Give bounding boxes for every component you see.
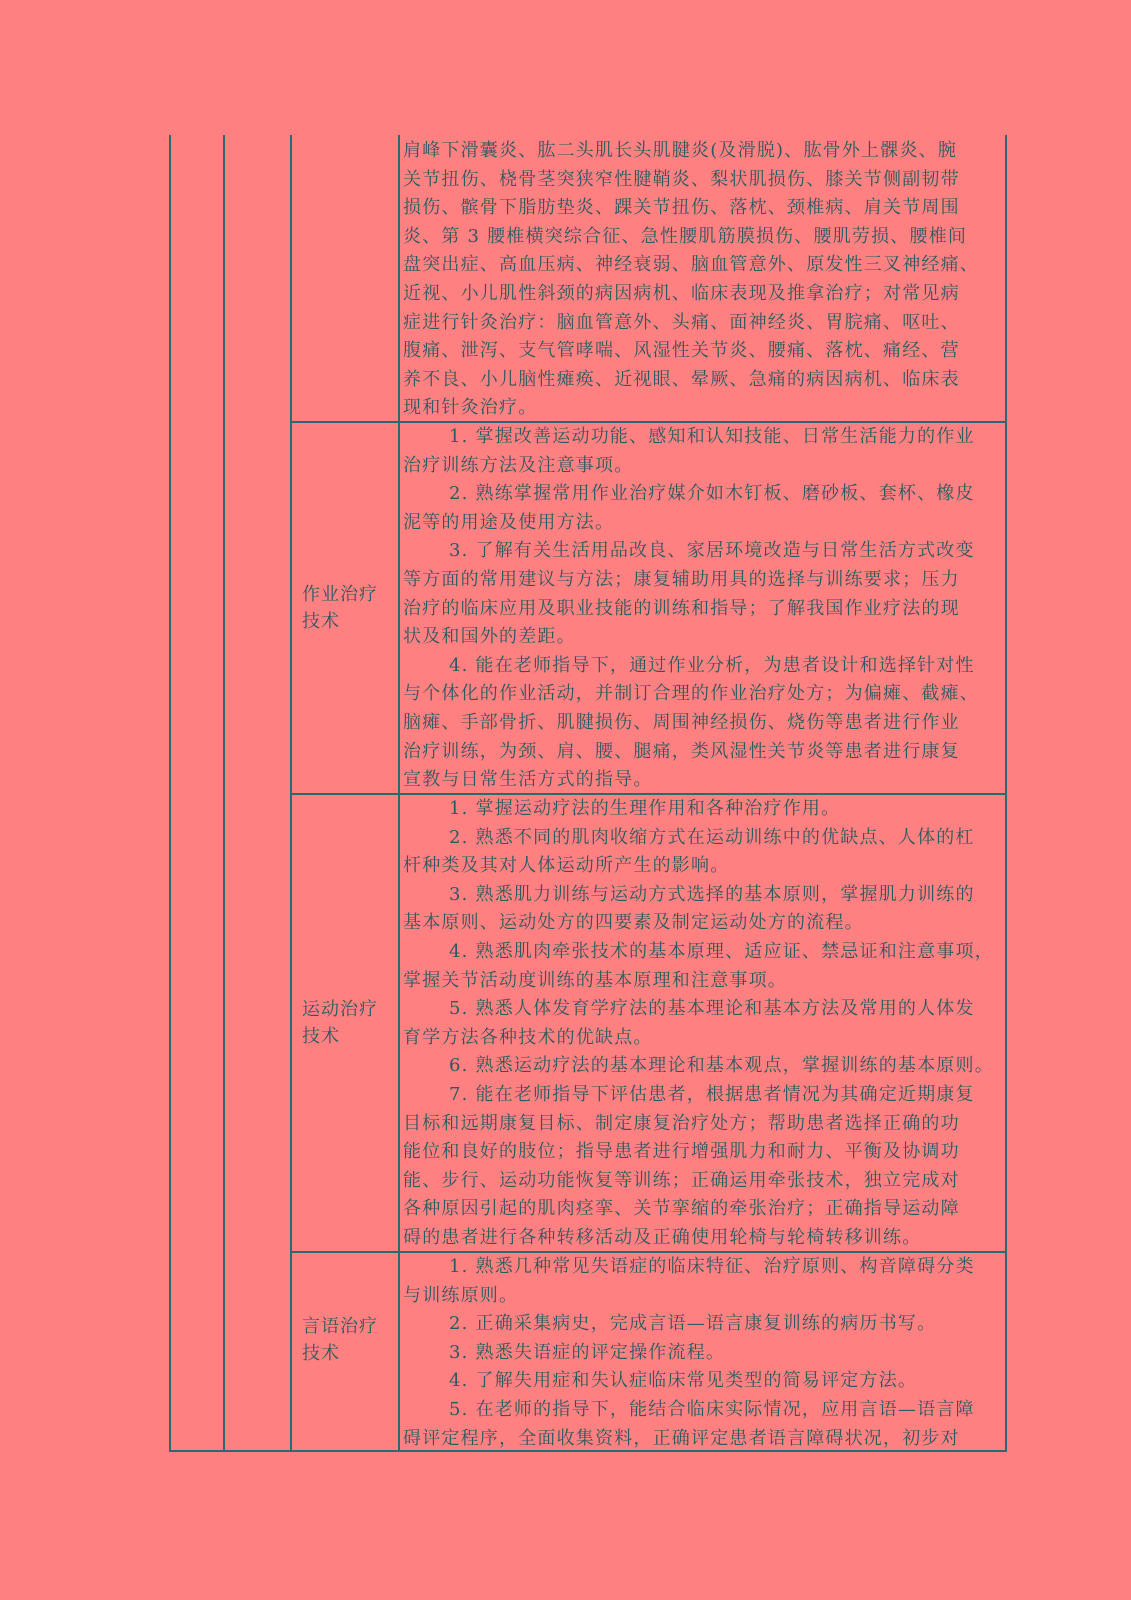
curriculum-table xyxy=(169,135,1007,1452)
text-line: 治疗训练方法及注意事项。 xyxy=(403,454,634,476)
text-line: 3. 熟悉失语症的评定操作流程。 xyxy=(449,1341,726,1363)
text-line: 近视、小儿肌性斜颈的病因病机、临床表现及推拿治疗；对常见病 xyxy=(403,282,960,304)
text-line: 4. 了解失用症和失认症临床常见类型的简易评定方法。 xyxy=(449,1370,918,1392)
row-title-text xyxy=(292,996,378,1050)
table-row-content xyxy=(403,137,1001,421)
text-line: 炎、第 3 腰椎横突综合征、急性腰肌筋膜损伤、腰肌劳损、腰椎间 xyxy=(403,225,968,247)
text-line: 2. 熟悉不同的肌肉收缩方式在运动训练中的优缺点、人体的杠 xyxy=(449,826,975,848)
text-line: 2. 熟练掌握常用作业治疗媒介如木钉板、磨砂板、套杯、橡皮 xyxy=(449,483,975,505)
text-line: 杆种类及其对人体运动所产生的影响。 xyxy=(403,855,730,877)
text-line: 能位和良好的肢位；指导患者进行增强肌力和耐力、平衡及协调功 xyxy=(403,1141,960,1163)
column-divider-1 xyxy=(223,135,225,1452)
text-line: 3. 了解有关生活用品改良、家居环境改造与日常生活方式改变 xyxy=(449,540,975,562)
text-line: 腹痛、泄泻、支气管哮喘、风湿性关节炎、腰痛、落枕、痛经、营 xyxy=(403,340,960,362)
text-line: 1. 熟悉几种常见失语症的临床特征、治疗原则、构音障碍分类 xyxy=(449,1256,975,1277)
table-border-left xyxy=(169,135,171,1452)
text-line: 能、步行、运动功能恢复等训练；正确运用牵张技术，独立完成对 xyxy=(403,1169,960,1191)
text-line: 关节扭伤、桡骨茎突狭窄性腱鞘炎、梨状肌损伤、膝关节侧副韧带 xyxy=(403,168,960,190)
text-line: 5. 熟悉人体发育学疗法的基本理论和基本方法及常用的人体发 xyxy=(449,998,975,1020)
row-title-line: 言语治疗 xyxy=(302,1316,378,1337)
row-title-line: 技术 xyxy=(302,611,340,632)
text-line: 5. 在老师的指导下，能结合临床实际情况，应用言语—语言障 xyxy=(449,1398,975,1420)
row-title-line: 技术 xyxy=(302,1343,340,1364)
text-line: 等方面的常用建议与方法；康复辅助用具的选择与训练要求；压力 xyxy=(403,568,960,590)
table-row-content xyxy=(403,423,1001,793)
text-line: 症进行针灸治疗：脑血管意外、头痛、面神经炎、胃脘痛、呕吐、 xyxy=(403,311,960,333)
table-row-content xyxy=(403,1253,1001,1450)
text-line: 碍的患者进行各种转移活动及正确使用轮椅与轮椅转移训练。 xyxy=(403,1226,922,1248)
text-line: 与个体化的作业活动，并制订合理的作业治疗处方；为偏瘫、截瘫、 xyxy=(403,683,979,705)
table-row-title xyxy=(292,795,392,1251)
row-title-text xyxy=(292,581,378,635)
text-line: 状及和国外的差距。 xyxy=(403,626,576,648)
text-line: 肩峰下滑囊炎、肱二头肌长头肌腱炎(及滑脱)、肱骨外上髁炎、腕 xyxy=(403,140,958,161)
text-line: 碍评定程序，全面收集资料，正确评定患者语言障碍状况，初步对 xyxy=(403,1427,960,1449)
text-line: 4. 熟悉肌肉牵张技术的基本原理、适应证、禁忌证和注意事项， xyxy=(449,940,994,962)
text-line: 基本原则、运动处方的四要素及制定运动处方的流程。 xyxy=(403,912,864,934)
text-line: 2. 正确采集病史，完成言语—语言康复训练的病历书写。 xyxy=(449,1313,937,1335)
table-row-content xyxy=(403,795,1001,1251)
text-line: 目标和远期康复目标、制定康复治疗处方；帮助患者选择正确的功 xyxy=(403,1112,960,1134)
text-line: 6. 熟悉运动疗法的基本理论和基本观点，掌握训练的基本原则。 xyxy=(449,1055,994,1077)
text-line: 现和针灸治疗。 xyxy=(403,397,538,419)
text-line: 泥等的用途及使用方法。 xyxy=(403,511,615,533)
text-line: 各种原因引起的肌肉痉挛、关节挛缩的牵张治疗；正确指导运动障 xyxy=(403,1198,960,1220)
table-row-title xyxy=(292,423,392,793)
text-line: 治疗的临床应用及职业技能的训练和指导；了解我国作业疗法的现 xyxy=(403,597,960,619)
text-line: 4. 能在老师指导下，通过作业分析，为患者设计和选择针对性 xyxy=(449,654,975,676)
text-line: 宣教与日常生活方式的指导。 xyxy=(403,769,653,791)
text-line: 损伤、髌骨下脂肪垫炎、踝关节扭伤、落枕、颈椎病、肩关节周围 xyxy=(403,197,960,219)
text-line: 与训练原则。 xyxy=(403,1284,519,1306)
text-line: 脑瘫、手部骨折、肌腱损伤、周围神经损伤、烧伤等患者进行作业 xyxy=(403,711,960,733)
text-line: 7. 能在老师指导下评估患者，根据患者情况为其确定近期康复 xyxy=(449,1083,975,1105)
text-line: 治疗训练，为颈、肩、腰、腿痛，类风湿性关节炎等患者进行康复 xyxy=(403,740,960,762)
row-title-text xyxy=(292,1313,378,1367)
text-line: 盘突出症、高血压病、神经衰弱、脑血管意外、原发性三叉神经痛、 xyxy=(403,254,979,276)
text-line: 掌握关节活动度训练的基本原理和注意事项。 xyxy=(403,969,787,991)
row-title-line: 技术 xyxy=(302,1026,340,1047)
text-line: 育学方法各种技术的优缺点。 xyxy=(403,1026,653,1048)
row-title-line: 作业治疗 xyxy=(302,584,378,605)
row-title-line: 运动治疗 xyxy=(302,999,378,1020)
text-line: 3. 熟悉肌力训练与运动方式选择的基本原则，掌握肌力训练的 xyxy=(449,883,975,905)
text-line: 1. 掌握运动疗法的生理作用和各种治疗作用。 xyxy=(449,798,841,819)
table-row-title xyxy=(292,1253,392,1452)
text-line: 1. 掌握改善运动功能、感知和认知技能、日常生活能力的作业 xyxy=(449,426,975,447)
text-line: 养不良、小儿脑性瘫痪、近视眼、晕厥、急痛的病因病机、临床表 xyxy=(403,368,960,390)
